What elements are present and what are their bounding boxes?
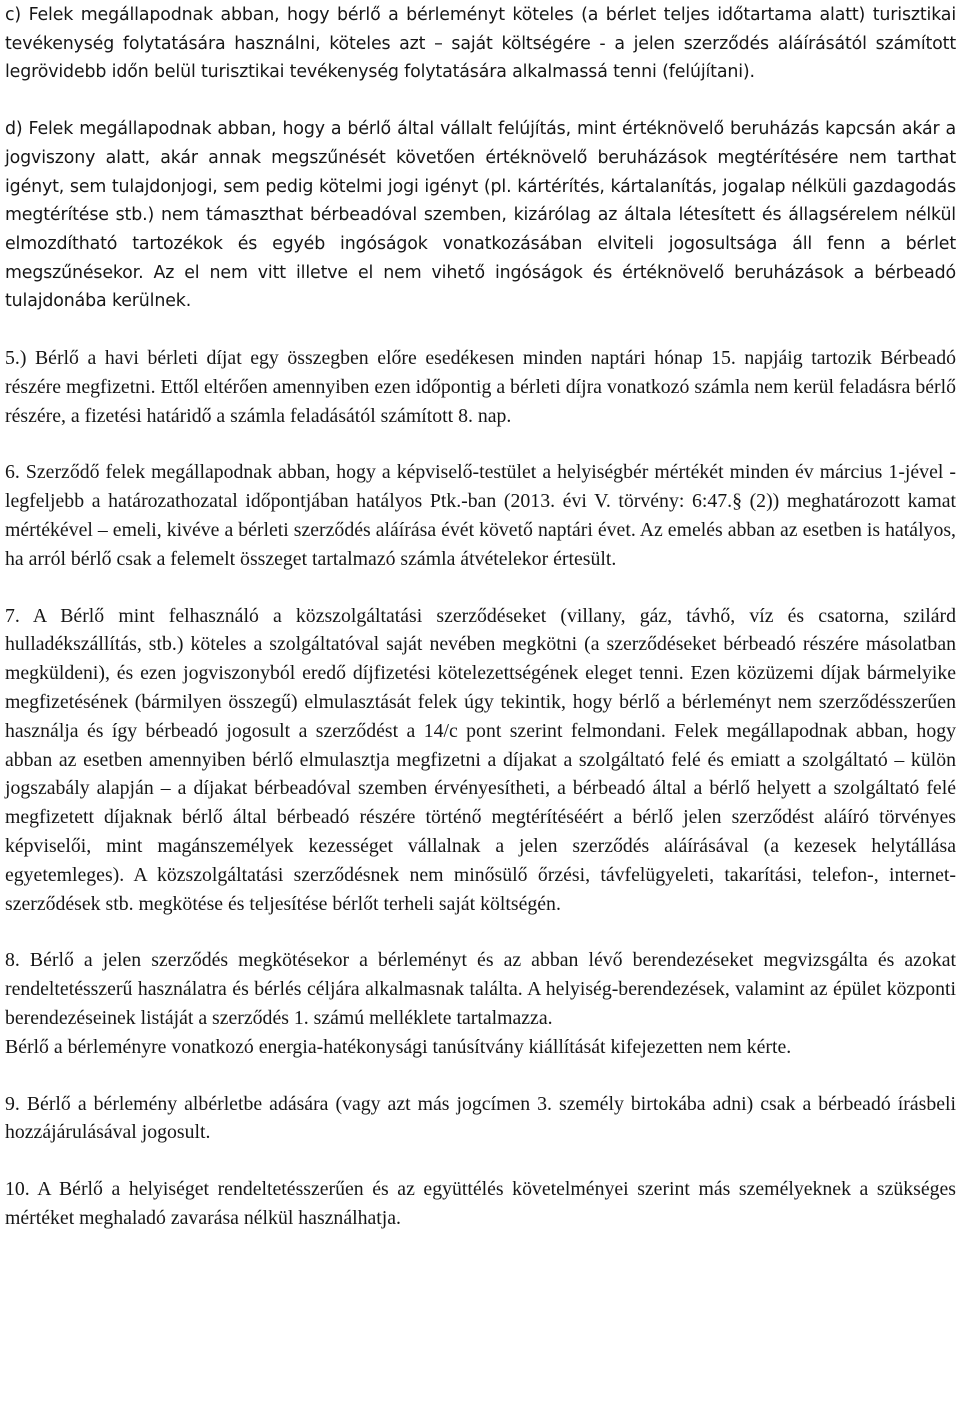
paragraph-d: d) Felek megállapodnak abban, hogy a bérlő által vállalt felújítás, mint értéknövelő beruházás kapcsán akár a jogviszony alatt, akár annak megszűnését követően értéknövelő beruházások megtérítésére nem tarthat igényt, sem tulajdonjogi, sem pedig kötelmi jogi igényt (pl. kártérítés, kártalanítás, jogalap nélküli gazdagodás megtérítése stb.) nem támaszthat bérbeadóval szemben, kizárólag az általa létesített és állagsérelem nélkül elmozdítható tartozékok és egyéb ingóságok vonatkozásában elviteli jogosultsága áll fenn a bérlet megszűnésekor. Az el nem vitt illetve el nem vihető ingóságok és értéknövelő beruházások a bérbeadó tulajdonába kerülnek.	[5, 119, 956, 312]
paragraph-8: 8. Bérlő a jelen szerződés megkötésekor a bérleményt és az abban lévő berendezéseket megvizsgálta és azokat rendeltetésszerű használatra és bérlés céljára alkalmasnak találta. A helyiség-berendezések, valamint az épület központi berendezéseinek listáját a szerződés 1. számú melléklete tartalmazza.	[5, 949, 956, 1029]
paragraph-9: 9. Bérlő a bérlemény albérletbe adására (vagy azt más jogcímen 3. személy birtokába adni) csak a bérbeadó írásbeli hozzájárulásával jogosult.	[5, 1092, 956, 1144]
paragraph-7: 7. A Bérlő mint felhasználó a közszolgáltatási szerződéseket (villany, gáz, távhő, víz és csatorna, szilárd hulladékszállítás, stb.) köteles a szolgáltatóval saját nevében megkötni (a szerződéseket bérbeadó részére másolatban megküldeni), és ezen jogviszonyból eredő díjfizetési kötelezettségének eleget tenni. Ezen közüzemi díjak bármelyike megfizetésének (bármilyen összegű) elmulasztását felek úgy tekintik, hogy bérlő a bérleményt nem szerződésszerűen használja és így bérbeadó jogosult a szerződést a 14/c pont szerint felmondani. Felek megállapodnak abban, hogy abban az esetben amennyiben bérlő elmulasztja megfizetni a díjakat a szolgáltató felé és emiatt a szolgáltató – külön jogszabály alapján – a díjakat bérbeadóval szemben érvényesítheti, a bérbeadó által a bérlő helyett a szolgáltató felé megfizetett díjaknak bérlő által bérbeadó részére történő megtérítéséért a bérlő jelen szerződést aláíró törvényes képviselői, mint magánszemélyek kezességet vállalnak a jelen szerződés aláírásával (a kezesek helytállása egyetemleges). A közszolgáltatási szerződésnek nem minősülő őrzési, távfelügyeleti, takarítási, telefon-, internet-szerződések stb. megkötése és teljesítése bérlőt terheli saját költségén.	[5, 604, 956, 915]
paragraph-spacer	[5, 1062, 956, 1090]
paragraph-5: 5.) Bérlő a havi bérleti díjat egy összegben előre esedékesen minden naptári hónap 15. napjáig tartozik Bérbeadó részére megfizetni. Ettől eltérően amennyiben ezen időpontig a bérleti díjra vonatkozó számla nem kerül feladásra bérlő részére, a fizetési határidő a számla feladásától számított 8. nap.	[5, 347, 956, 427]
paragraph-spacer	[5, 87, 956, 115]
paragraph-c: c) Felek megállapodnak abban, hogy bérlő a bérleményt köteles (a bérlet teljes időtartama alatt) turisztikai tevékenység folytatására használni, köteles azt – saját költségére - a jelen szerződés aláírásától számított legrövidebb időn belül turisztikai tevékenység folytatására alkalmassá tenni (felújítani).	[5, 5, 956, 83]
paragraph-energy-certificate: Bérlő a bérleményre vonatkozó energia-hatékonysági tanúsítvány kiállítását kifejezetten nem kérte.	[5, 1035, 792, 1058]
paragraph-spacer	[5, 316, 956, 344]
paragraph-spacer	[5, 918, 956, 946]
paragraph-spacer	[5, 574, 956, 602]
paragraph-spacer	[5, 430, 956, 458]
paragraph-6: 6. Szerződő felek megállapodnak abban, hogy a képviselő-testület a helyiségbér mértékét minden év március 1-jével - legfeljebb a határozathozatal időpontjában hatályos Ptk.-ban (2013. évi V. törvény: 6:47.§ (2)) meghatározott kamat mértékével – emeli, kivéve a bérleti szerződés aláírása évét követő naptári évet. Az emelés abban az esetben is hatályos, ha arról bérlő csak a felemelt összeget tartalmazó számla átvételekor értesült.	[5, 461, 956, 570]
paragraph-spacer	[5, 1147, 956, 1175]
paragraph-10: 10. A Bérlő a helyiséget rendeltetésszerűen és az együttélés követelményei szerint más személyeknek a szükséges mértéket meghaladó zavarása nélkül használhatja.	[5, 1178, 956, 1229]
